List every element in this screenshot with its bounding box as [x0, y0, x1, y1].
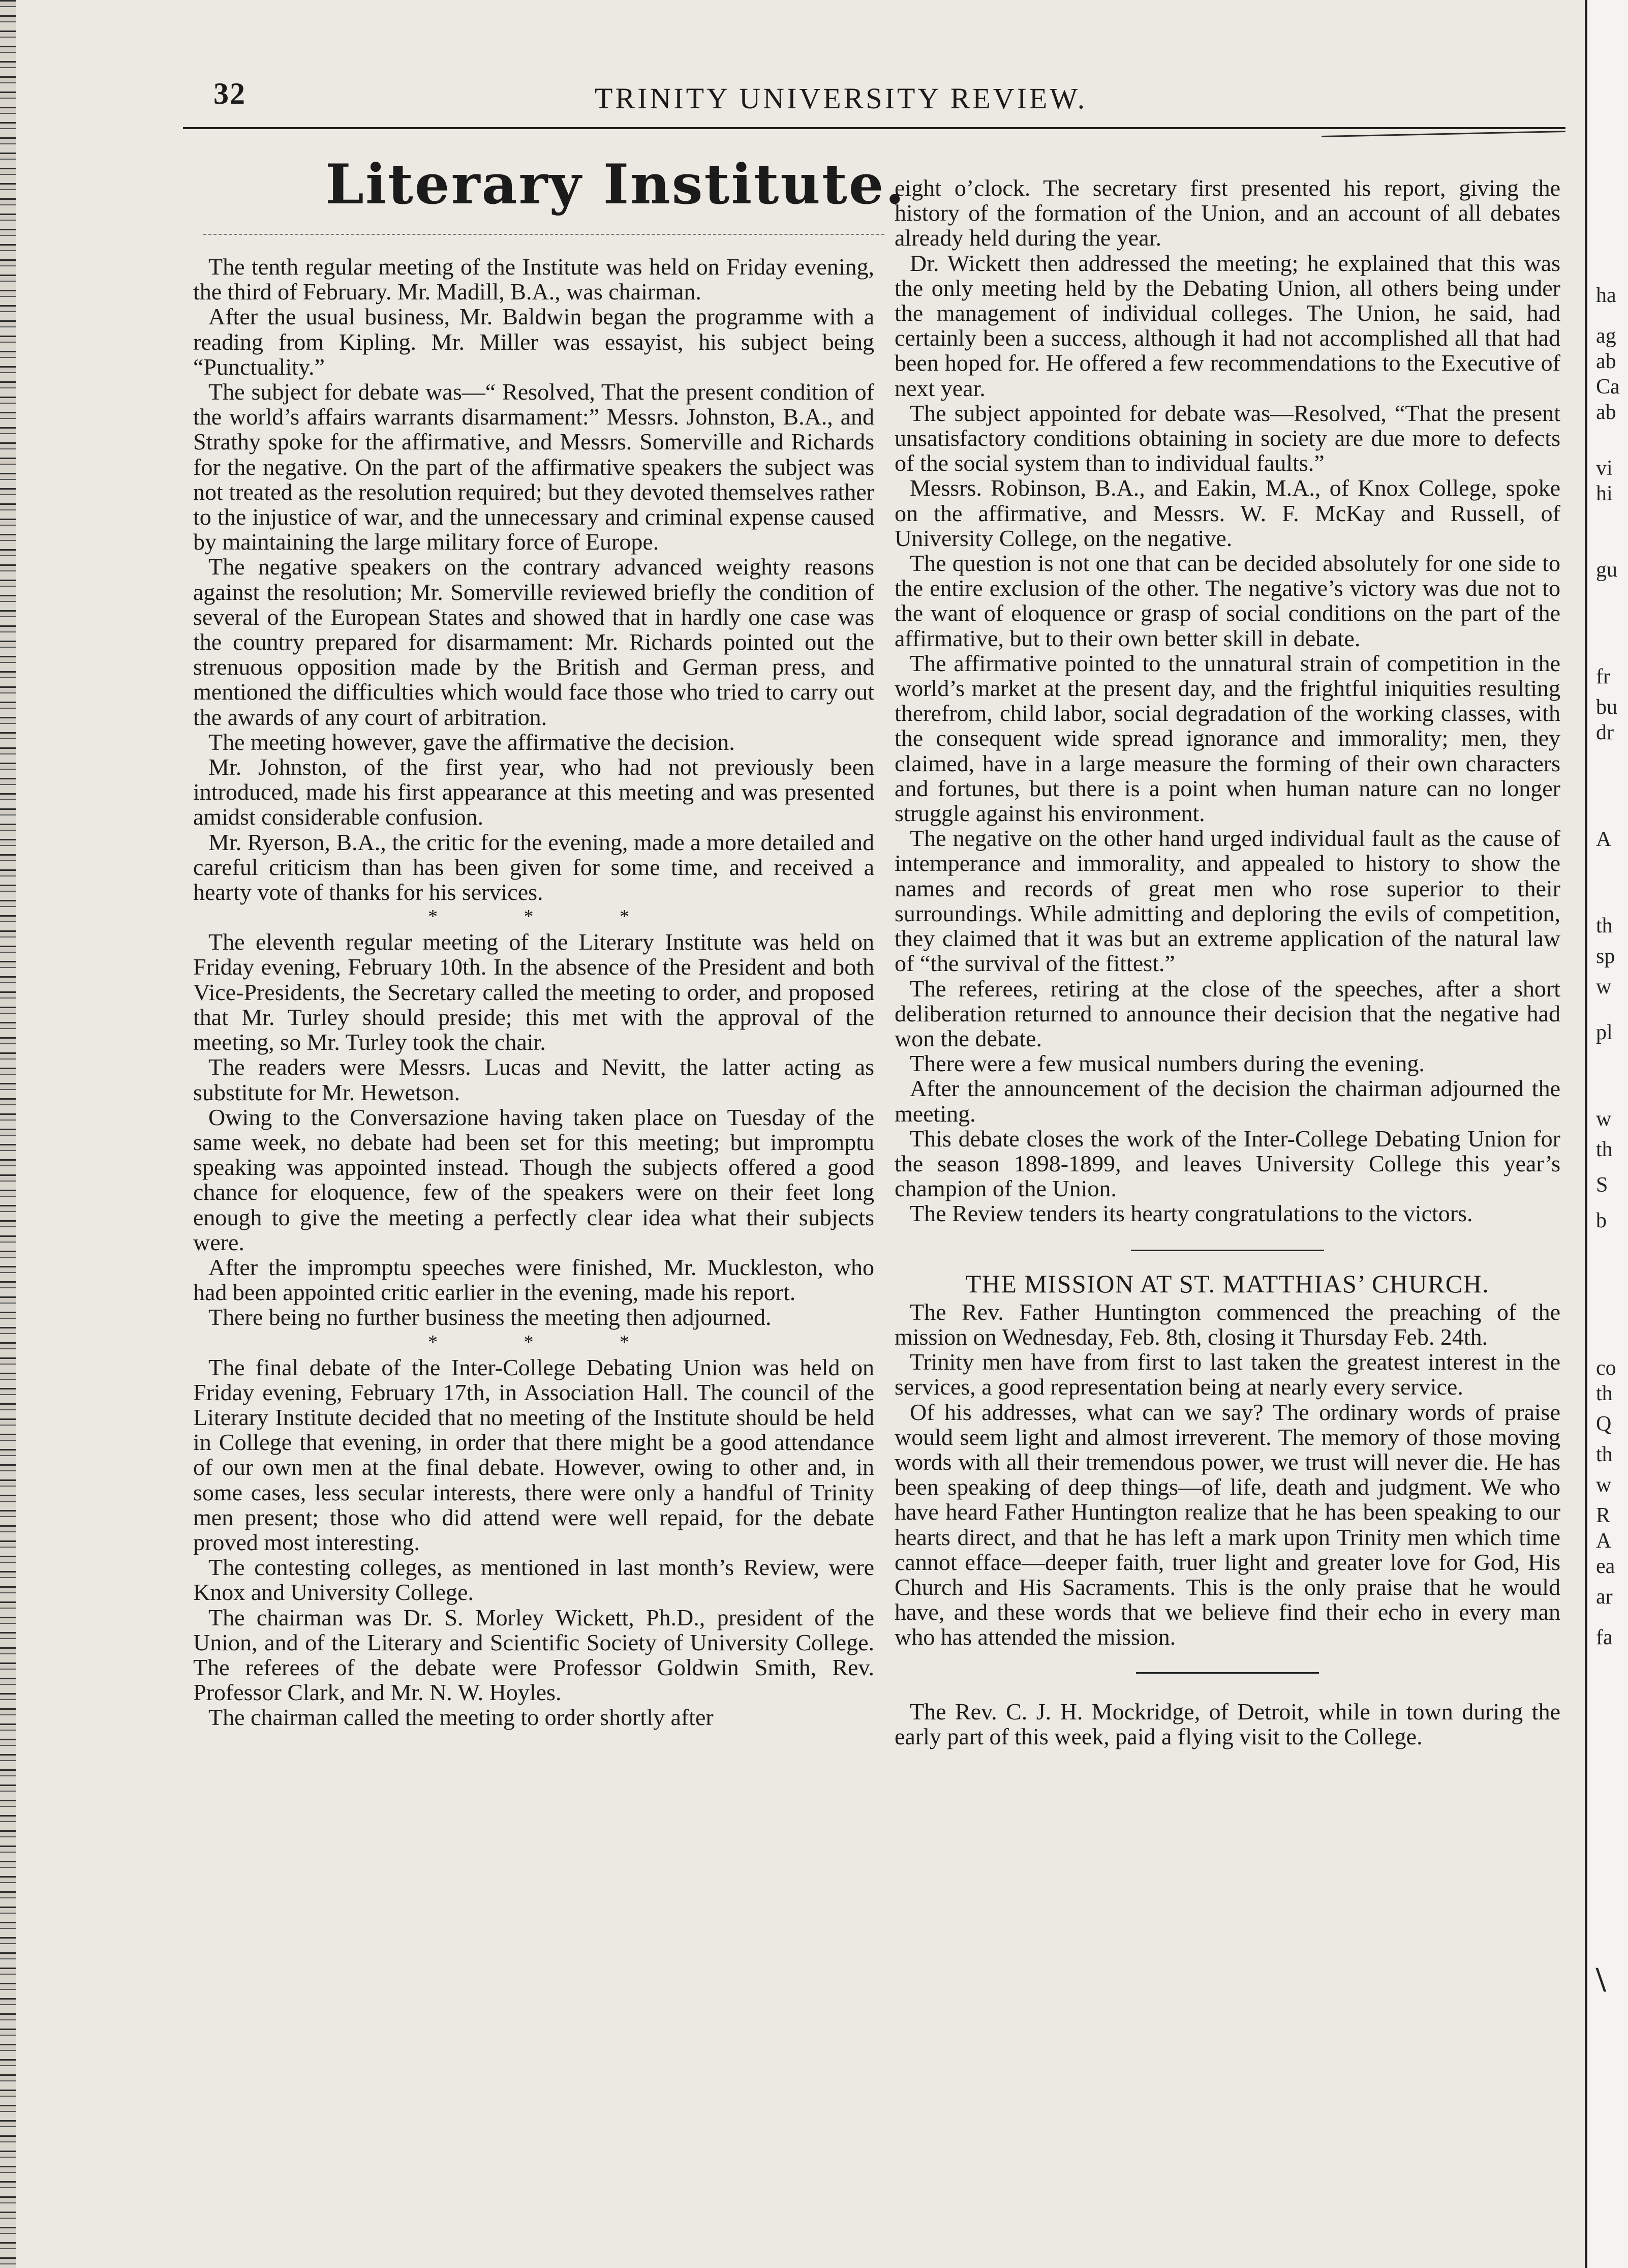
neighbor-fragment: vi [1596, 457, 1613, 480]
title-divider [203, 234, 884, 235]
paragraph: The Review tenders its hearty congratulations to the victors. [910, 1200, 1473, 1227]
neighbor-fragment: gu [1596, 558, 1617, 582]
neighbor-fragment: w [1596, 1107, 1612, 1131]
neighbor-fragment: co [1596, 1356, 1616, 1380]
neighbor-fragment: S [1596, 1173, 1608, 1197]
paragraph: The subject for debate was—“ Resolved, That the present condition of the world’s affairs warrants disarmament:” Messrs. Johnston, B.A., and Strathy spoke for the affirmative, and Messrs. Somerville and Richards for the negative. On the part of the affirmative speakers the subject was not treated as the resolution required; but they devoted themselves rather to the injustice of war, and the unnecessary and criminal expense caused by maintaining the large military force of Europe. [193, 379, 874, 555]
paragraph: Mr. Johnston, of the first year, who had not previously been introduced, made his first appearance at this meeting and was presented amidst considerable confusion. [193, 754, 874, 830]
paragraph: Messrs. Robinson, B.A., and Eakin, M.A., of Knox College, spoke on the affirmative, and Messrs. W. F. McKay and Russell, of University College, on the negative. [895, 475, 1560, 551]
paragraph: The final debate of the Inter-College Debating Union was held on Friday evening, February 17th, in Association Hall. The council of the Literary Institute decided that no meeting of the Institute should be held in College that evening, in order that there might be a good attendance of our own men at the final debate. However, owing to other and, in some cases, less secular interests, there were only a handful of Trinity men present; those who did attend were well repaid, for the debate proved most interesting. [193, 1354, 874, 1555]
section-break-stars: * * * [428, 1331, 670, 1353]
paragraph: Mr. Ryerson, B.A., the critic for the evening, made a more detailed and careful criticism than has been given for some time, and received a hearty vote of thanks for his services. [193, 829, 874, 905]
neighbor-fragment: w [1596, 975, 1612, 999]
right-column [895, 175, 1560, 1749]
paragraph: The Rev. Father Huntington commenced the preaching of the mission on Wednesday, Feb. 8th, closing it Thursday Feb. 24th. [895, 1298, 1560, 1350]
neighbor-fragment: \ [1596, 1960, 1606, 2000]
neighbor-fragment: ea [1596, 1555, 1615, 1578]
neighbor-fragment: ab [1596, 401, 1616, 424]
paragraph: The eleventh regular meeting of the Literary Institute was held on Friday evening, February 10th. In the absence of the President and both Vice-Presidents, the Secretary called the meeting to order, and proposed that Mr. Turley should preside; this met with the approval of the meeting, so Mr. Turley took the chair. [193, 929, 874, 1055]
neighbor-fragment: th [1596, 1382, 1613, 1405]
scan-binding-edge [0, 0, 16, 2268]
paragraph: Owing to the Conversazione having taken place on Tuesday of the same week, no debate had been set for this meeting; but impromptu speaking was appointed instead. Though the subjects offered a good chance for eloquence, few of the speakers were on their feet long enough to give the meeting a perfectly clear idea what their subjects were. [193, 1104, 874, 1255]
paragraph: This debate closes the work of the Inter-College Debating Union for the season 1898-1899, and leaves University College this year’s champion of the Union. [895, 1125, 1560, 1202]
paragraph: After the usual business, Mr. Baldwin began the programme with a reading from Kipling. Mr. Miller was essayist, his subject being “Punctuality.” [193, 304, 874, 380]
neighbor-fragment: A [1596, 1529, 1612, 1553]
paragraph: The negative speakers on the contrary advanced weighty reasons against the resolution; Mr. Somerville reviewed briefly the condition of several of the European States and showed that in hardly one case was the country prepared for disarmament: Mr. Richards pointed out the strenuous opposition made by the British and German press, and mentioned the difficulties which would face those who tried to carry out the awards of any court of arbitration. [193, 554, 874, 730]
paragraph: The meeting however, gave the affirmative the decision. [208, 729, 735, 755]
paragraph: The Rev. C. J. H. Mockridge, of Detroit, while in town during the early part of this week, paid a flying visit to the College. [895, 1698, 1560, 1749]
neighbor-fragment: w [1596, 1473, 1612, 1497]
paragraph: Of his addresses, what can we say? The ordinary words of praise would seem light and almost irreverent. The memory of those moving words with all their tremendous power, we trust will never die. He has been speaking of deep things—of life, death and judgment. We who have heard Father Huntington realize that he has been speaking to our hearts direct, and that he has left a mark upon Trinity men which time cannot efface—deeper faith, truer light and greater love for God, His Church and His Sacraments. This is the only praise that he would have, and these words that we believe find their echo in every man who has attended the mission. [895, 1399, 1560, 1650]
neighbor-fragment: ag [1596, 324, 1616, 348]
neighbor-fragment: sp [1596, 945, 1615, 968]
neighbor-fragment: th [1596, 1443, 1613, 1466]
running-title: TRINITY UNIVERSITY REVIEW. [595, 82, 1088, 115]
article-divider [1131, 1250, 1324, 1251]
paragraph: eight o’clock. The secretary first presented his report, giving the history of the formation of the Union, and an account of all debates already held during the year. [895, 175, 1560, 251]
neighbor-fragment: R [1596, 1504, 1611, 1527]
neighbor-fragment: ab [1596, 350, 1616, 373]
paragraph: There being no further business the meeting then adjourned. [208, 1304, 772, 1330]
paragraph: After the announcement of the decision the chairman adjourned the meeting. [895, 1075, 1560, 1127]
paragraph: The negative on the other hand urged individual fault as the cause of intemperance and immorality, and appealed to history to show the names and records of great men who rose superior to their surroundings. While admitting and deploring the evils of competition, they claimed that it was but an extreme application of the natural law of “the survival of the fittest.” [895, 825, 1560, 977]
neighbor-fragment: Q [1596, 1412, 1612, 1436]
neighbor-fragment: ar [1596, 1585, 1613, 1609]
paragraph: The chairman called the meeting to order shortly after [208, 1704, 714, 1731]
paragraph: The affirmative pointed to the unnatural strain of competition in the world’s market at the present day, and the frightful iniquities resulting therefrom, child labor, social degradation of the working classes, with the consequent wide spread ignorance and immorality; men, they claimed, have in a large measure the forming of their own characters and fortunes, but there is a point when human nature can no longer struggle against his environment. [895, 650, 1560, 827]
neighbor-fragment: Ca [1596, 375, 1620, 399]
section-title: Literary Institute. [325, 153, 906, 217]
paragraph: The subject appointed for debate was—Resolved, “That the present unsatisfactory conditions obtaining in society are due more to defects of the social system than to individual faults.” [895, 400, 1560, 476]
paragraph: The referees, retiring at the close of the speeches, after a short deliberation returned to announce their decision that the negative had won the debate. [895, 975, 1560, 1051]
neighbor-fragment: ha [1596, 284, 1616, 307]
neighbor-fragment: th [1596, 1138, 1613, 1161]
neighbor-fragment: dr [1596, 721, 1614, 744]
header-rule [183, 127, 1565, 129]
section-break-stars: * * * [428, 906, 670, 928]
paragraph: There were a few musical numbers during the evening. [910, 1050, 1425, 1077]
neighbor-fragment: fr [1596, 665, 1610, 688]
paragraph: The tenth regular meeting of the Institute was held on Friday evening, the third of February. Mr. Madill, B.A., was chairman. [193, 254, 874, 305]
neighbor-fragment: hi [1596, 482, 1613, 505]
page-number: 32 [213, 77, 246, 110]
neighbor-fragment: A [1596, 828, 1612, 851]
neighbor-fragment: b [1596, 1209, 1607, 1232]
neighbor-fragment: fa [1596, 1626, 1613, 1649]
paragraph: After the impromptu speeches were finished, Mr. Muckleston, who had been appointed critic earlier in the evening, made his report. [193, 1254, 874, 1306]
neighbor-fragment: pl [1596, 1021, 1613, 1044]
neighbor-fragment: th [1596, 914, 1613, 938]
left-column [193, 254, 874, 1730]
paragraph: Trinity men have from first to last taken the greatest interest in the services, a good representation being at nearly every service. [895, 1349, 1560, 1400]
neighbor-fragment: bu [1596, 695, 1617, 719]
paragraph: The question is not one that can be decided absolutely for one side to the entire exclusion of the other. The negative’s victory was due not to the want of eloquence or grasp of social conditions on the part of the affirmative, but to their own better skill in debate. [895, 550, 1560, 651]
paragraph: Dr. Wickett then addressed the meeting; he explained that this was the only meeting held by the Debating Union, all others being under the management of individual colleges. The Union, he said, had certainly been a success, although it had not accomplished all that had been hoped for. He offered a few recommendations to the Executive of next year. [895, 250, 1560, 401]
article-heading: THE MISSION AT ST. MATTHIAS’ CHURCH. [965, 1269, 1490, 1298]
paragraph: The chairman was Dr. S. Morley Wickett, Ph.D., president of the Union, and of the Literary and Scientific Society of University College. The referees of the debate were Professor Goldwin Smith, Rev. Professor Clark, and Mr. N. W. Hoyles. [193, 1604, 874, 1706]
article-divider [1136, 1672, 1319, 1674]
paragraph: The readers were Messrs. Lucas and Nevitt, the latter acting as substitute for Mr. Hewetson. [193, 1054, 874, 1105]
paragraph: The contesting colleges, as mentioned in last month’s Review, were Knox and University College. [193, 1554, 874, 1606]
